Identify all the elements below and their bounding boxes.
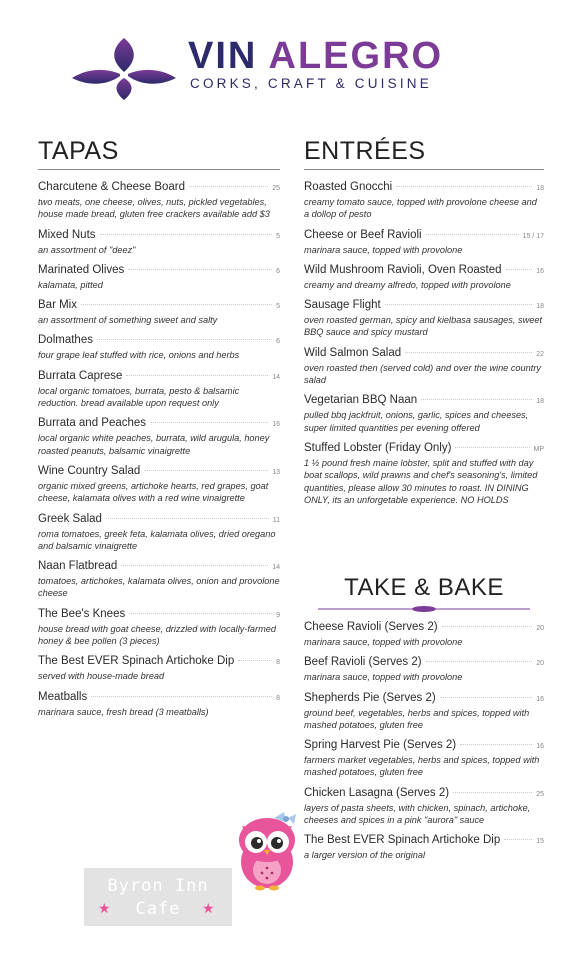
menu-item-name: Naan Flatbread: [38, 560, 118, 573]
menu-item-price: 25: [536, 790, 544, 798]
menu-item-price: MP: [533, 445, 544, 453]
menu-item-description: an assortment of "deez": [38, 244, 136, 255]
menu-item-name: Spring Harvest Pie (Serves 2): [304, 739, 457, 752]
menu-item-name: The Bee's Knees: [38, 607, 126, 620]
header: [0, 28, 584, 108]
menu-item-description: oven roasted german, spicy and kielbasa sausages, sweet BBQ sauce and spicy mustard: [304, 315, 542, 338]
watermark-line1: Byron Inn: [107, 876, 209, 896]
menu-item-header: [38, 263, 280, 279]
menu-item-price: 22: [536, 350, 544, 358]
menu-item-name: Meatballs: [38, 690, 88, 703]
menu-item-description: marinara sauce, topped with provolone: [304, 244, 463, 255]
leader-dots: [100, 234, 273, 235]
menu-item: [38, 512, 280, 553]
menu-item: [38, 369, 280, 410]
menu-item-header: [38, 298, 280, 314]
menu-item-price: 8: [276, 659, 280, 667]
menu-item-price: 18: [536, 303, 544, 311]
menu-item-name: Burrata Caprese: [38, 369, 123, 382]
menu-item: [38, 298, 280, 326]
menu-item-name: Cheese Ravioli (Serves 2): [304, 621, 438, 633]
leader-dots: [189, 186, 268, 187]
menu-item-price: 25: [272, 185, 280, 192]
menu-item-header: [304, 298, 544, 314]
leader-dots: [426, 234, 519, 235]
menu-item-header: [304, 441, 544, 457]
menu-item-header: [304, 738, 544, 754]
menu-item: [38, 263, 280, 291]
entrees-title: ENTRÉES: [304, 136, 544, 170]
menu-item: [304, 786, 544, 827]
menu-item-header: [38, 180, 280, 196]
menu-item-name: The Best EVER Spinach Artichoke Dip: [304, 834, 501, 847]
menu-item-name: Wild Mushroom Ravioli, Oven Roasted: [304, 263, 502, 276]
menu-item-price: 11: [272, 516, 280, 524]
menu-item: [38, 416, 280, 457]
entrees-section: [304, 136, 544, 513]
menu-item-header: [38, 559, 280, 575]
menu-item-header: [304, 655, 544, 671]
leader-dots: [81, 304, 272, 305]
leader-dots: [106, 518, 269, 519]
brand-name-part2: ALEGRO: [268, 35, 444, 77]
menu-item-name: Mixed Nuts: [38, 228, 96, 241]
menu-item-description: four grape leaf stuffed with rice, onions and herbs: [38, 350, 240, 361]
menu-item-header: [38, 512, 280, 528]
brand-name: [188, 36, 443, 76]
leader-dots: [460, 744, 532, 745]
leader-dots: [453, 792, 532, 793]
menu-item-price: 20: [536, 660, 544, 668]
menu-item-header: [38, 228, 280, 244]
menu-item-price: 14: [272, 373, 280, 381]
menu-item: [304, 691, 544, 732]
menu-item-description: farmers market vegetables, herbs and spices, topped with mashed potatoes, gluten free: [304, 755, 540, 778]
menu-item-header: [304, 833, 544, 849]
menu-item-description: kalamata, pitted: [38, 279, 103, 290]
menu-item-name: The Best EVER Spinach Artichoke Dip: [38, 655, 235, 668]
decorative-divider: [318, 605, 530, 613]
menu-item-description: local organic white peaches, burrata, wild arugula, honey roasted peanuts, balsamic vinaigrette: [38, 433, 270, 456]
menu-item: [304, 393, 544, 434]
menu-item-name: Burrata and Peaches: [38, 417, 147, 430]
menu-item: [38, 228, 280, 256]
menu-item-description: oven roasted then (served cold) and over the wine country salad: [304, 362, 541, 386]
menu-item-price: 20: [536, 625, 544, 632]
menu-item-name: Dolmathes: [38, 334, 93, 347]
menu-item-price: 16: [536, 695, 544, 703]
menu-item-name: Wine Country Salad: [38, 464, 141, 477]
menu-item-name: Greek Salad: [38, 512, 102, 525]
leader-dots: [405, 352, 532, 353]
menu-item-header: [38, 333, 280, 349]
menu-item-price: 16: [272, 421, 280, 429]
star-icon: ★: [98, 900, 111, 916]
menu-item-price: 18: [536, 398, 544, 406]
menu-item: [38, 654, 280, 682]
leader-dots: [455, 447, 529, 448]
lotus-logo-icon: [72, 38, 176, 100]
menu-item-name: Roasted Gnocchi: [304, 181, 393, 193]
menu-item-header: [38, 607, 280, 623]
menu-item: [304, 655, 544, 683]
menu-item-price: 14: [272, 564, 280, 572]
tapas-list: [38, 180, 280, 718]
watermark-line2: Cafe: [135, 899, 181, 919]
menu-item: [304, 441, 544, 506]
menu-item-header: [304, 620, 544, 636]
menu-item-price: 16: [536, 743, 544, 751]
menu-item-header: [304, 691, 544, 707]
menu-item-price: 15 / 17: [522, 232, 544, 240]
menu-item-header: [304, 786, 544, 802]
menu-item-description: creamy tomato sauce, topped with provolone cheese and a dollop of pesto: [304, 197, 537, 220]
menu-item-description: organic mixed greens, artichoke hearts, red grapes, goat cheese, kalamata olives with a red wine vinaigrette: [38, 480, 269, 504]
entrees-list: [304, 180, 544, 506]
menu-item-price: 5: [276, 232, 280, 240]
menu-item-name: Vegetarian BBQ Naan: [304, 394, 418, 407]
menu-item-name: Beef Ravioli (Serves 2): [304, 656, 422, 669]
menu-item-description: local organic tomatoes, burrata, pesto & balsamic reduction. bread available upon request only: [38, 385, 240, 409]
menu-item-name: Cheese or Beef Ravioli: [304, 228, 422, 241]
brand-name-part1: VIN: [188, 35, 258, 77]
menu-item-name: Sausage Flight: [304, 299, 381, 312]
menu-item-description: marinara sauce, topped with provolone: [304, 637, 463, 647]
menu-item-price: 15: [536, 838, 544, 846]
take-and-bake-section: [304, 620, 544, 869]
menu-item: [38, 690, 280, 718]
menu-item-price: 8: [276, 694, 280, 702]
leader-dots: [128, 269, 272, 270]
menu-item-description: two meats, one cheese, olives, nuts, pickled vegetables, house made bread, gluten free crackers available add $3: [38, 197, 270, 220]
leader-dots: [144, 470, 268, 471]
leader-dots: [129, 613, 272, 614]
leader-dots: [421, 399, 532, 400]
menu-item: [304, 620, 544, 648]
leader-dots: [91, 696, 272, 697]
menu-item-header: [38, 369, 280, 385]
menu-item-name: Wild Salmon Salad: [304, 346, 402, 359]
watermark-stamp: [84, 868, 232, 926]
menu-item-header: [304, 228, 544, 244]
menu-item-header: [304, 263, 544, 279]
menu-item-name: Bar Mix: [38, 299, 77, 312]
take-and-bake-list: [304, 620, 544, 862]
menu-item-description: marinara sauce, fresh bread (3 meatballs): [38, 706, 209, 717]
leader-dots: [396, 186, 532, 187]
tapas-title: TAPAS: [38, 136, 280, 170]
menu-item-description: an assortment of something sweet and salty: [38, 315, 218, 326]
tapas-section: [38, 136, 280, 725]
menu-item: [38, 180, 280, 221]
menu-item-header: [38, 690, 280, 706]
leader-dots: [121, 565, 268, 566]
menu-item: [304, 738, 544, 779]
menu-item: [304, 298, 544, 339]
menu-item-header: [38, 464, 280, 480]
menu-item-description: 1 ½ pound fresh maine lobster, split and stuffed with day boat scallops, wild prawns and chef's seasoning's, limited quantities, please allow 30 minutes to roast. IN DINING ONLY, its an unforgetable experience. NO HOLDS: [304, 457, 538, 505]
menu-item-header: [304, 346, 544, 362]
menu-item: [304, 228, 544, 256]
menu-item-header: [38, 416, 280, 432]
menu-item-description: roma tomatoes, greek feta, kalamata olives, dried oregano and balsamic vinaigrette: [38, 528, 276, 551]
menu-item-header: [304, 393, 544, 409]
menu-item-header: [38, 654, 280, 670]
menu-item-description: served with house-made bread: [38, 671, 165, 682]
take-and-bake-title: TAKE & BAKE: [344, 574, 504, 601]
leader-dots: [97, 339, 272, 340]
leader-dots: [442, 626, 533, 627]
menu-item-header: [304, 180, 544, 196]
menu-item: [38, 464, 280, 505]
menu-item-name: Marinated Olives: [38, 263, 125, 276]
leader-dots: [426, 661, 533, 662]
leader-dots: [385, 304, 532, 305]
menu-item-name: Chicken Lasagna (Serves 2): [304, 786, 450, 799]
menu-item-price: 18: [536, 185, 544, 192]
menu-item-description: creamy and dreamy alfredo, topped with provolone: [304, 279, 511, 290]
menu-item-name: Charcutene & Cheese Board: [38, 181, 186, 193]
owl-icon: [232, 810, 302, 892]
menu-item-price: 13: [272, 468, 280, 476]
brand-tagline: CORKS, CRAFT & CUISINE: [190, 76, 432, 91]
menu-item: [304, 833, 544, 861]
menu-item-description: marinara sauce, topped with provolone: [304, 672, 463, 683]
leader-dots: [506, 269, 533, 270]
leader-dots: [150, 422, 268, 423]
menu-item: [304, 263, 544, 291]
menu-item-price: 6: [276, 267, 280, 275]
leader-dots: [504, 839, 532, 840]
menu-item: [38, 333, 280, 361]
leader-dots: [238, 660, 272, 661]
menu-item-price: 5: [276, 303, 280, 311]
leader-dots: [440, 697, 533, 698]
menu-item-description: layers of pasta sheets, with chicken, spinach, artichoke, cheeses and spices in a pink "aurora" sauce: [304, 802, 531, 826]
menu-item-price: 16: [536, 267, 544, 275]
menu-item: [304, 180, 544, 221]
menu-item-description: tomatoes, artichokes, kalamata olives, onion and provolone cheese: [38, 576, 280, 599]
menu-item-description: pulled bbq jackfruit, onions, garlic, spices and cheeses, super limited quantities per evening offered: [304, 410, 529, 433]
menu-item: [38, 559, 280, 600]
star-icon: ★: [202, 900, 215, 916]
leader-dots: [126, 375, 268, 376]
menu-item-price: 9: [276, 611, 280, 619]
menu-item: [38, 607, 280, 648]
menu-item-description: a larger version of the original: [304, 850, 426, 861]
menu-item-name: Shepherds Pie (Serves 2): [304, 691, 436, 704]
menu-item-description: house bread with goat cheese, drizzled with locally-farmed honey & bee pollen (3 pieces): [38, 623, 276, 647]
menu-item-name: Stuffed Lobster (Friday Only): [304, 441, 452, 454]
menu-item-price: 6: [276, 338, 280, 346]
menu-item: [304, 346, 544, 387]
menu-item-description: ground beef, vegetables, herbs and spices, topped with mashed potatoes, gluten free: [304, 707, 530, 730]
